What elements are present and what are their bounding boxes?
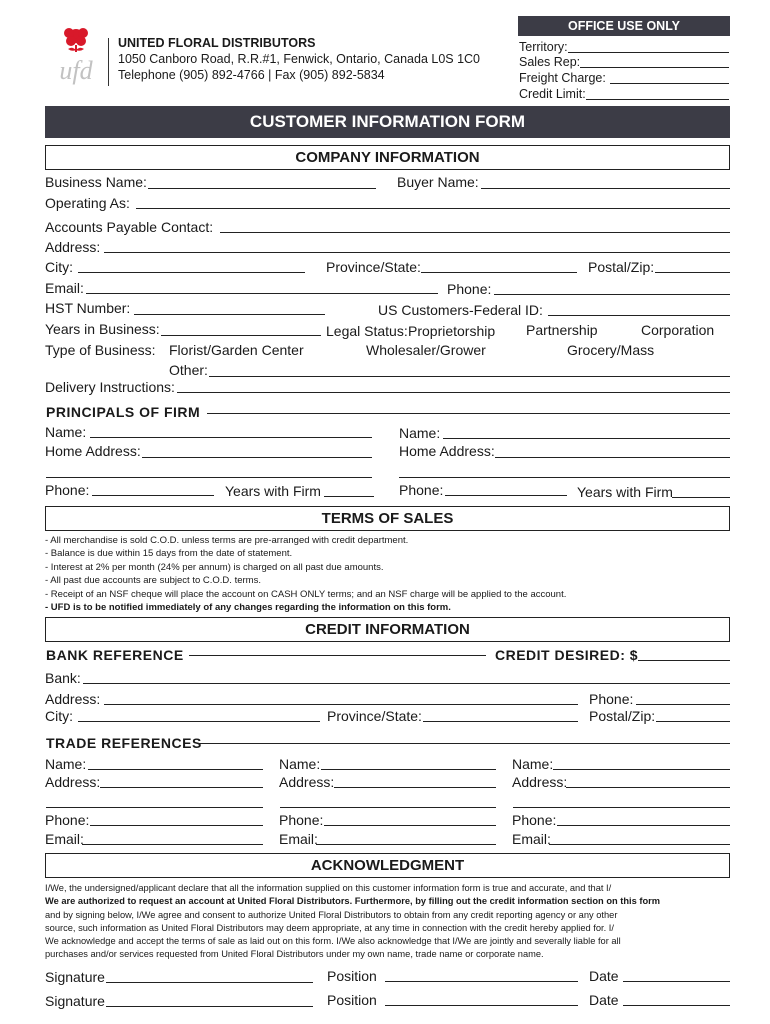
position2-field[interactable] [385,1005,578,1006]
bank-city-field[interactable] [78,721,320,722]
principals-heading: PRINCIPALS OF FIRM [46,404,201,420]
us-federal-id-field[interactable] [548,315,730,316]
principal2-home-address-label: Home Address: [399,443,495,459]
email-label: Email: [45,280,84,296]
bank-province-label: Province/State: [327,708,422,724]
principal2-address-line2[interactable] [399,477,730,478]
postal-label: Postal/Zip: [588,259,655,275]
position2-label: Position [327,992,377,1008]
terms-line: - UFD is to be notified immediately of any changes regarding the information on this form. [45,602,451,614]
credit-limit-field[interactable] [586,99,729,100]
trade3-address-line2[interactable] [513,807,730,808]
delivery-label: Delivery Instructions: [45,379,175,395]
terms-line: - All past due accounts are subject to C.O.D. terms. [45,575,261,587]
trade1-name-label: Name: [45,756,87,772]
principal2-phone-field[interactable] [445,495,567,496]
trade3-name-label: Name: [512,756,554,772]
trade3-phone-field[interactable] [557,825,730,826]
ack-line: and by signing below, I/We agree and consent to authorize United Floral Distributors to obtain from any credit reporting agency or any other [45,909,618,920]
trade2-email-field[interactable] [316,844,496,845]
operating-as-label: Operating As: [45,195,130,211]
province-field[interactable] [421,272,577,273]
form-title: CUSTOMER INFORMATION FORM [249,112,526,131]
city-field[interactable] [78,272,305,273]
type-grocery[interactable]: Grocery/Mass [567,342,655,358]
trade-refs-rule [198,743,730,744]
ack-line: I/We, the undersigned/applicant declare that all the information supplied on this customer information form is true and accurate, and that I/ [45,883,612,893]
position1-label: Position [327,968,377,984]
buyer-name-label: Buyer Name: [397,174,479,190]
trade2-name-label: Name: [279,756,321,772]
trade3-address-field[interactable] [566,787,730,788]
credit-heading: CREDIT INFORMATION [305,621,470,638]
company-name: UNITED FLORAL DISTRIBUTORS [118,36,316,50]
credit-heading-box [45,617,730,642]
business-name-field[interactable] [148,188,376,189]
company-info-heading: COMPANY INFORMATION [295,149,480,166]
delivery-field[interactable] [177,392,730,393]
principal2-name-label: Name: [399,425,441,441]
trade1-phone-field[interactable] [90,825,263,826]
trade2-email-label: Email: [279,831,318,847]
date2-label: Date [589,992,619,1008]
date1-field[interactable] [623,981,730,982]
trade3-phone-label: Phone: [512,812,557,828]
postal-field[interactable] [655,272,730,273]
terms-line: - Balance is due within 15 days from the date of statement. [45,548,293,560]
trade2-phone-label: Phone: [279,812,324,828]
address-label: Address: [45,239,101,255]
terms-line: - Receipt of an NSF cheque will place the account on CASH ONLY terms; and an NSF charge will be applied to the account. [45,588,567,600]
credit-limit-label: Credit Limit: [519,87,586,101]
principal1-name-field[interactable] [90,437,372,438]
terms-line: - Interest at 2% per month (24% per annum) is charged on all past due amounts. [45,561,384,573]
legal-status-proprietorship[interactable]: Proprietorship [408,323,496,339]
bank-province-field[interactable] [423,721,578,722]
bank-reference-heading: BANK REFERENCE [46,647,184,663]
principal1-years-label: Years with Firm [225,483,321,499]
principal1-years-field[interactable] [324,496,374,497]
signature2-field[interactable] [106,1006,313,1007]
other-label: Other: [169,362,208,378]
company-logo [50,24,102,86]
signature2-label: Signature [45,993,105,1009]
province-label: Province/State: [326,259,421,275]
ack-heading-box [45,853,730,878]
principal1-address-line2[interactable] [46,477,372,478]
trade-refs-heading: TRADE REFERENCES [46,735,202,751]
bank-address-label: Address: [45,691,101,707]
credit-desired-label: CREDIT DESIRED: $ [495,647,639,663]
principal2-name-field[interactable] [443,438,730,439]
sales-rep-label: Sales Rep: [519,55,581,69]
header-divider [108,38,109,86]
trade1-name-field[interactable] [88,769,263,770]
territory-label: Territory: [519,40,568,54]
ack-line: purchases and/or services requested from United Floral Distributors under my own name, trade name or corporate name. [45,949,544,960]
principal1-name-label: Name: [45,424,87,440]
date2-field[interactable] [623,1005,730,1006]
terms-list [45,534,566,614]
trade1-phone-label: Phone: [45,812,90,828]
legal-status-label: Legal Status: [326,323,408,339]
ack-text [45,882,735,962]
freight-charge-field[interactable] [610,83,729,84]
principal1-phone-label: Phone: [45,482,90,498]
trade2-address-label: Address: [279,774,335,790]
bank-address-field[interactable] [104,704,578,705]
terms-heading-box [45,506,730,531]
company-phone-fax: Telephone (905) 892-4766 | Fax (905) 892-5834 [118,68,385,82]
trade1-email-field[interactable] [82,844,263,845]
trade2-name-field[interactable] [321,769,496,770]
office-use-title: OFFICE USE ONLY [518,16,730,36]
territory-field[interactable] [568,52,729,53]
trade1-email-label: Email: [45,831,84,847]
buyer-name-field[interactable] [481,188,730,189]
type-wholesaler[interactable]: Wholesaler/Grower [366,342,486,358]
signature1-label: Signature [45,969,105,985]
phone-label: Phone: [447,281,492,297]
sales-rep-field[interactable] [580,67,729,68]
terms-heading: TERMS OF SALES [321,510,454,527]
years-business-field[interactable] [161,335,321,336]
bank-phone-field[interactable] [636,704,730,705]
ack-heading: ACKNOWLEDGMENT [310,857,465,874]
trade3-email-field[interactable] [549,844,730,845]
company-info-heading-box [45,145,730,170]
trade2-address-field[interactable] [334,787,496,788]
bank-reference-rule [189,655,486,656]
operating-as-field[interactable] [136,208,730,209]
bank-postal-label: Postal/Zip: [589,708,656,724]
bank-phone-label: Phone: [589,691,634,707]
trade2-phone-field[interactable] [324,825,496,826]
type-florist[interactable]: Florist/Garden Center [169,342,304,358]
address-field[interactable] [104,252,730,253]
signature1-field[interactable] [106,982,313,983]
principal1-home-address-label: Home Address: [45,443,141,459]
principal2-years-field[interactable] [672,497,730,498]
bank-field[interactable] [83,683,730,684]
terms-line: - All merchandise is sold C.O.D. unless terms are pre-arranged with credit department. [45,535,409,546]
credit-desired-field[interactable] [638,660,730,661]
principal2-years-label: Years with Firm [577,484,673,500]
form-title-bar [45,106,730,138]
ap-contact-label: Accounts Payable Contact: [45,219,214,235]
principal2-phone-label: Phone: [399,482,444,498]
hst-label: HST Number: [45,300,131,316]
position1-field[interactable] [385,981,578,982]
principals-rule [207,413,730,414]
principal2-home-address-field[interactable] [495,457,730,458]
bank-city-label: City: [45,708,73,724]
other-field[interactable] [209,376,730,377]
legal-status-corporation[interactable]: Corporation [641,322,715,338]
city-label: City: [45,259,73,275]
principal1-phone-field[interactable] [92,495,214,496]
phone-field[interactable] [494,294,730,295]
hst-field[interactable] [134,314,325,315]
trade1-address-line2[interactable] [46,807,263,808]
trade3-address-label: Address: [512,774,568,790]
bank-label: Bank: [45,670,81,686]
ap-contact-field[interactable] [220,232,730,233]
ack-line: We are authorized to request an account at United Floral Distributors. Furthermore, by filling out the credit information section on this form [45,896,661,907]
trade3-email-label: Email: [512,831,551,847]
ack-line: We acknowledge and accept the terms of sale as laid out on this form. I/We also acknowledge that I/We are jointly and severally liable for all [45,936,621,947]
legal-status-partnership[interactable]: Partnership [526,322,598,338]
trade1-address-label: Address: [45,774,101,790]
freight-charge-label: Freight Charge: [519,71,606,85]
years-business-label: Years in Business: [45,321,160,337]
bank-postal-field[interactable] [656,721,730,722]
us-federal-id-label: US Customers-Federal ID: [378,302,543,318]
ack-line: source, such information as United Floral Distributors may deem appropriate, at any time in connection with the credit hereby applied for. I/ [45,922,614,933]
logo-text: ufd [59,56,93,85]
company-address: 1050 Canboro Road, R.R.#1, Fenwick, Ontario, Canada L0S 1C0 [118,52,481,66]
trade1-address-field[interactable] [100,787,263,788]
trade2-address-line2[interactable] [280,807,496,808]
business-name-label: Business Name: [45,174,147,190]
trade3-name-field[interactable] [553,769,730,770]
email-field[interactable] [86,293,438,294]
principal1-home-address-field[interactable] [142,457,372,458]
date1-label: Date [589,968,619,984]
type-business-label: Type of Business: [45,342,156,358]
